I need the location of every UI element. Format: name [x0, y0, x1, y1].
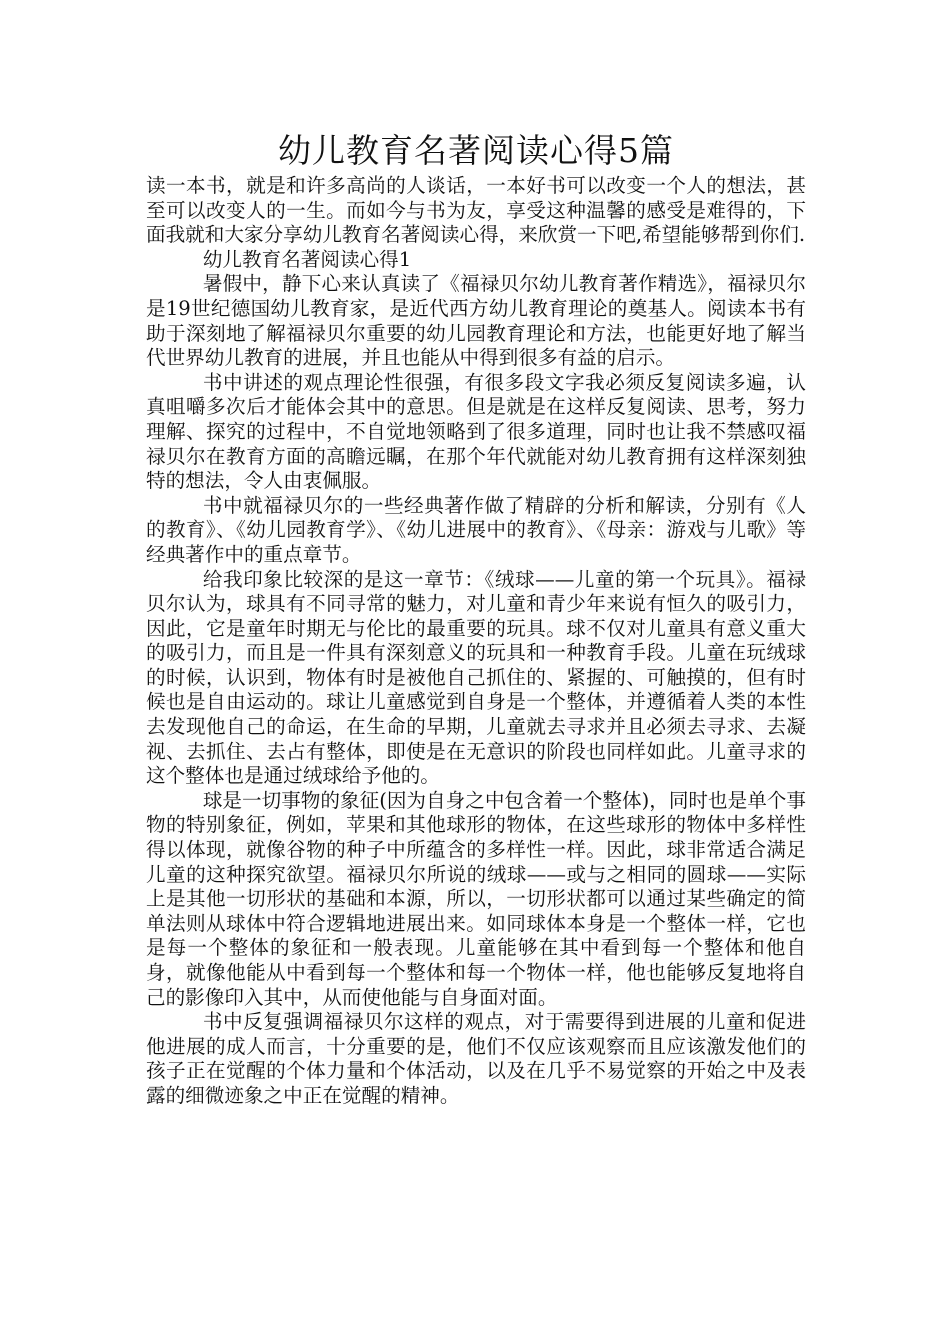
- body-paragraph: 书中反复强调福禄贝尔这样的观点，对于需要得到进展的儿童和促进他进展的成人而言，十分重要的是，他们不仅应该观察而且应该激发他们的孩子正在觉醒的个体力量和个体活动，以及在几乎不易觉察的开始之中及表露的细微迹象之中正在觉醒的精神。: [146, 1010, 806, 1107]
- body-paragraph: 给我印象比较深的是这一章节：《绒球——儿童的第一个玩具》。福禄贝尔认为，球具有不同寻常的魅力，对儿童和青少年来说有恒久的吸引力，因此，它是童年时期无与伦比的最重要的玩具。球不仅对儿童具有意义重大的吸引力，而且是一件具有深刻意义的玩具和一种教育手段。儿童在玩绒球的时候，认识到，物体有时是被他自己抓住的、紧握的、可触摸的，但有时候也是自由运动的。球让儿童感觉到自身是一个整体，并遵循着人类的本性去发现他自己的命运，在生命的早期，儿童就去寻求并且必须去寻求、去凝视、去抓住、去占有整体，即使是在无意识的阶段也同样如此。儿童寻求的这个整体也是通过绒球给予他的。: [146, 567, 806, 788]
- body-paragraph: 球是一切事物的象征(因为自身之中包含着一个整体)，同时也是单个事物的特别象征，例如，苹果和其他球形的物体，在这些球形的物体中多样性得以体现，就像谷物的种子中所蕴含的多样性一样。因此，球非常适合满足儿童的这种探究欲望。福禄贝尔所说的绒球——或与之相同的圆球——实际上是其他一切形状的基础和本源，所以，一切形状都可以通过某些确定的简单法则从球体中符合逻辑地进展出来。如同球体本身是一个整体一样，它也是每一个整体的象征和一般表现。儿童能够在其中看到每一个整体和他自身，就像他能从中看到每一个整体和每一个物体一样，他也能够反复地将自己的影像印入其中，从而使他能与自身面对面。: [146, 788, 806, 1009]
- body-paragraph: 书中讲述的观点理论性很强，有很多段文字我必须反复阅读多遍，认真咀嚼多次后才能体会其中的意思。但是就是在这样反复阅读、思考，努力理解、探究的过程中，不自觉地领略到了很多道理，同时也让我不禁感叹福禄贝尔在教育方面的高瞻远瞩，在那个年代就能对幼儿教育拥有这样深刻独特的想法，令人由衷佩服。: [146, 370, 806, 493]
- body-paragraph: 暑假中，静下心来认真读了《福禄贝尔幼儿教育著作精选》，福禄贝尔是19世纪德国幼儿教育家，是近代西方幼儿教育理论的奠基人。阅读本书有助于深刻地了解福禄贝尔重要的幼儿园教育理论和方法，也能更好地了解当代世界幼儿教育的进展，并且也能从中得到很多有益的启示。: [146, 272, 806, 370]
- document-page: [146, 128, 806, 1109]
- body-paragraph: 书中就福禄贝尔的一些经典著作做了精辟的分析和解读，分别有《人的教育》、《幼儿园教育学》、《幼儿进展中的教育》、《母亲：游戏与儿歌》等经典著作中的重点章节。: [146, 493, 806, 566]
- intro-paragraph: 读一本书，就是和许多高尚的人谈话，一本好书可以改变一个人的想法，甚至可以改变人的一生。而如今与书为友，享受这种温馨的感受是难得的，下面我就和大家分享幼儿教育名著阅读心得，来欣赏一下吧,希望能够帮到你们.: [146, 174, 806, 247]
- document-body: [146, 174, 806, 1109]
- section-heading: 幼儿教育名著阅读心得1: [202, 247, 412, 271]
- document-title: 幼儿教育名著阅读心得5篇: [278, 131, 674, 170]
